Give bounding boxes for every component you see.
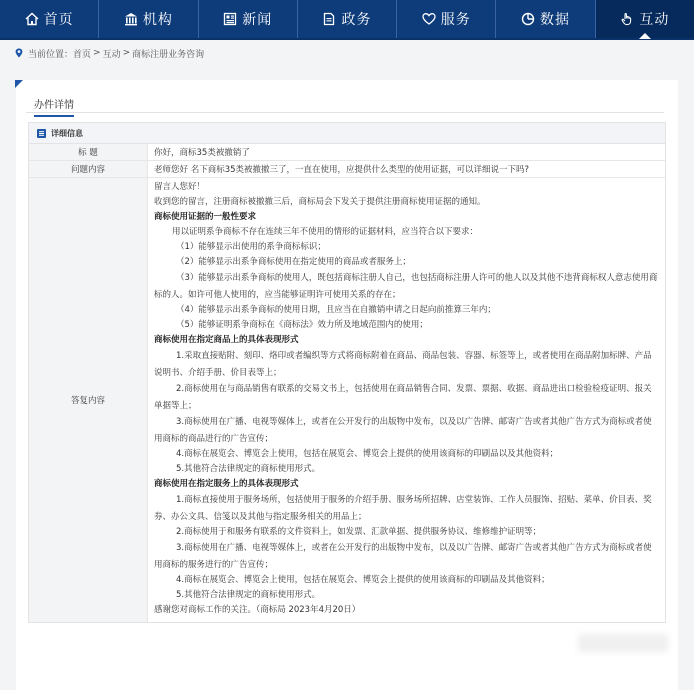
answer-closing: 感谢您对商标工作的关注。（商标局 2023年4月20日） — [154, 605, 361, 615]
answer-requirement-4: （4）能够显示出系争商标的使用日期，且应当在自撤销申请之日起向前推算三年内； — [176, 305, 496, 315]
breadcrumb-separator: > — [122, 48, 131, 58]
nav-item-label: 新闻 — [242, 12, 273, 28]
answer-goods-5: 5.其他符合法律规定的商标使用形式。 — [176, 464, 321, 474]
nav-item-institution[interactable] — [99, 0, 198, 38]
answer-services-5: 5.其他符合法律规定的商标使用形式。 — [176, 590, 321, 600]
detail-table — [28, 122, 666, 623]
answer-services-2: 2.商标使用于和服务有联系的文件资料上，如发票、汇款单据、提供服务协议、维修维护证明等； — [176, 527, 542, 537]
answer-services-4: 4.商标在展览会、博览会上使用，包括在展览会、博览会上提供的使用该商标的印刷品及其他资料； — [176, 575, 550, 585]
answer-heading-services: 商标使用在指定服务上的具体表现形式 — [154, 479, 299, 489]
breadcrumb-interaction[interactable]: 互动 — [102, 49, 121, 60]
nav-item-label: 数据 — [540, 12, 571, 28]
nav-item-data[interactable] — [496, 0, 595, 38]
news-icon — [223, 12, 237, 26]
answer-intro: 收到您的留言，注册商标被撤撤三后，商标局会下发关于提供注册商标使用证据的通知。 — [154, 197, 486, 207]
nav-item-interaction[interactable] — [596, 0, 694, 38]
tab-divider — [26, 112, 664, 113]
title-value: 你好，商标35类被撤销了 — [154, 148, 250, 158]
hand-pointer-icon — [620, 12, 634, 26]
nav-item-service[interactable] — [397, 0, 496, 38]
breadcrumb-separator: > — [93, 48, 101, 58]
question-value: 老师您好 名下商标35类被撤撤三了，一直在使用，应提供什么类型的使用证据，可以详细说一下吗? — [154, 165, 530, 175]
answer-body — [148, 178, 665, 622]
breadcrumb-prefix: 当前位置： — [28, 49, 74, 60]
nav-item-label: 首页 — [43, 12, 74, 28]
nav-item-label: 互动 — [639, 12, 670, 28]
answer-requirement-1: （1）能够显示出使用的系争商标标识； — [176, 242, 326, 252]
list-icon — [37, 129, 46, 138]
location-pin-icon — [14, 48, 24, 58]
content-panel — [16, 80, 678, 690]
institution-icon — [124, 12, 138, 26]
pie-chart-icon — [521, 12, 535, 26]
corner-marker — [15, 80, 23, 88]
detail-header — [29, 123, 665, 144]
tab-detail[interactable]: 办件详情 — [34, 96, 74, 117]
question-label: 问题内容 — [29, 161, 148, 177]
answer-general-intro: 用以证明系争商标不存在连续三年不使用的情形的证据材料，应当符合以下要求： — [172, 227, 479, 237]
breadcrumb-home[interactable]: 首页 — [73, 49, 92, 60]
breadcrumb-current: 商标注册业务咨询 — [132, 49, 205, 60]
answer-goods-3: 3.商标使用在广播、电视等媒体上，或者在公开发行的出版物中发布，以及以广告牌、邮寄广告或者其他广告方式为商标或者使用商标的商品进行的广告宣传； — [154, 417, 652, 444]
title-label: 标 题 — [29, 144, 148, 160]
title-row — [29, 144, 665, 161]
answer-requirement-3: （3）能够显示出系争商标的使用人，既包括商标注册人自己，也包括商标注册人许可的他人以及其他不违背商标权人意志使用商标的人。如许可他人使用的，应当能够证明许可使用关系的存在； — [154, 273, 658, 300]
document-icon — [322, 12, 336, 26]
nav-item-label: 服务 — [440, 12, 471, 28]
main-nav — [0, 0, 694, 40]
nav-item-home[interactable] — [0, 0, 99, 38]
answer-goods-1: 1.采取直接贴附、刻印、烙印或者编织等方式将商标附着在商品、商品包装、容器、标签等上，或者使用在商品附加标牌、产品说明书、介绍手册、价目表等上； — [154, 351, 652, 378]
breadcrumb — [0, 40, 694, 66]
question-row — [29, 161, 665, 178]
answer-services-3: 3.商标使用在广播、电视等媒体上，或者在公开发行的出版物中发布，以及以广告牌、邮寄广告或者其他广告方式为商标或者使用商标的服务进行的广告宣传； — [154, 543, 652, 570]
nav-item-news[interactable] — [199, 0, 298, 38]
answer-greeting: 留言人您好！ — [154, 182, 206, 192]
answer-services-1: 1.商标直接使用于服务场所，包括使用于服务的介绍手册、服务场所招牌、店堂装饰、工作人员服饰、招贴、菜单、价目表、奖券、办公文具、信笺以及其他与指定服务相关的用品上； — [154, 495, 652, 522]
answer-heading-goods: 商标使用在指定商品上的具体表现形式 — [154, 335, 299, 345]
answer-goods-2: 2.商标使用在与商品销售有联系的交易文书上，包括使用在商品销售合同、发票、票据、收据、商品进出口检验检疫证明、报关单据等上； — [154, 384, 652, 411]
answer-heading-general: 商标使用证据的一般性要求 — [154, 212, 257, 222]
nav-item-label: 政务 — [341, 12, 372, 28]
home-icon — [25, 12, 39, 26]
answer-row — [29, 178, 665, 622]
answer-goods-4: 4.商标在展览会、博览会上使用，包括在展览会、博览会上提供的使用该商标的印刷品以及其他资料； — [176, 449, 559, 459]
answer-requirement-5: （5）能够证明系争商标在《商标法》效力所及地域范围内的使用； — [176, 320, 428, 330]
answer-label: 答复内容 — [29, 178, 148, 622]
nav-item-government[interactable] — [298, 0, 397, 38]
answer-requirement-2: （2）能够显示出系争商标使用在指定使用的商品或者服务上； — [176, 257, 411, 267]
nav-item-label: 机构 — [142, 12, 173, 28]
heart-hand-icon — [422, 12, 436, 26]
detail-header-label: 详细信息 — [51, 128, 83, 138]
watermark — [578, 634, 668, 652]
